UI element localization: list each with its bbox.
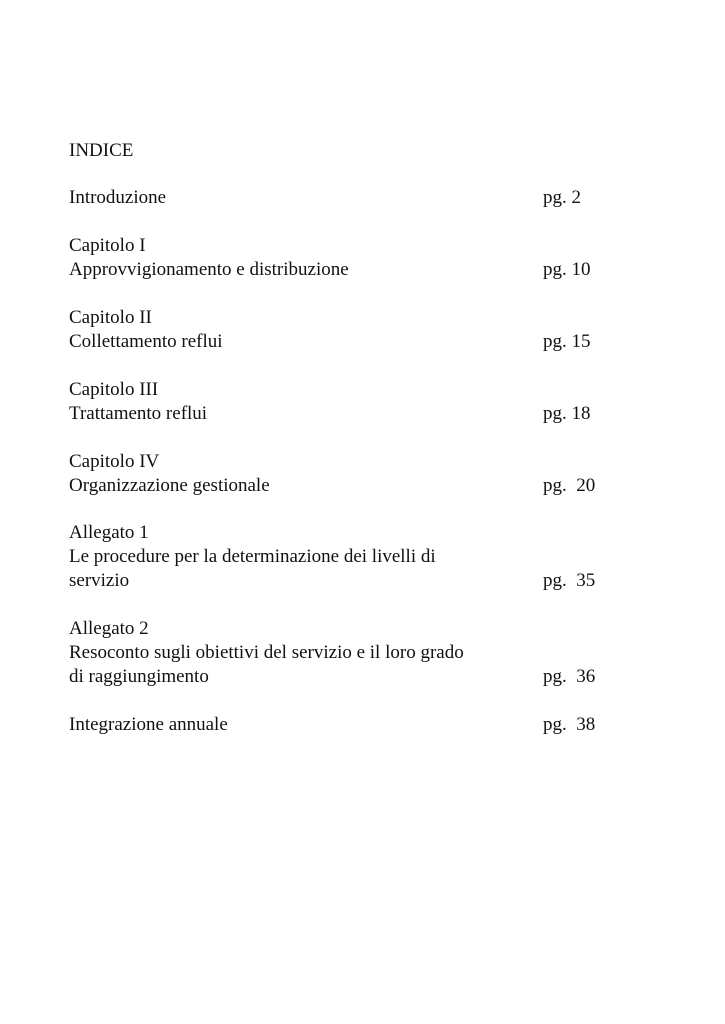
entry-capitolo-2-title: Collettamento reflui xyxy=(69,331,223,352)
entry-allegato-1-page: pg. 35 xyxy=(543,570,596,591)
entry-allegato-2-title-line-2: di raggiungimento xyxy=(69,666,209,687)
entry-capitolo-3-label: Capitolo III xyxy=(69,379,159,400)
entry-capitolo-3-title: Trattamento reflui xyxy=(69,403,208,424)
entry-allegato-2-page: pg. 36 xyxy=(543,666,596,687)
entry-capitolo-4-label: Capitolo IV xyxy=(69,451,160,472)
entry-introduzione-title: Introduzione xyxy=(69,187,167,208)
entry-introduzione-page: pg. 2 xyxy=(543,187,581,208)
entry-capitolo-2-label: Capitolo II xyxy=(69,307,152,328)
entry-allegato-2-label: Allegato 2 xyxy=(69,618,149,639)
entry-allegato-2-title-line-1: Resoconto sugli obiettivi del servizio e il loro grado xyxy=(69,642,464,663)
entry-capitolo-3-page: pg. 18 xyxy=(543,403,591,424)
entry-capitolo-1-label: Capitolo I xyxy=(69,235,146,256)
entry-capitolo-2-page: pg. 15 xyxy=(543,331,591,352)
entry-capitolo-4-title: Organizzazione gestionale xyxy=(69,475,270,496)
entry-allegato-1-title-line-2: servizio xyxy=(69,570,130,591)
entry-allegato-1-label: Allegato 1 xyxy=(69,522,149,543)
entry-integrazione-annuale-page: pg. 38 xyxy=(543,714,596,735)
entry-allegato-1-title-line-1: Le procedure per la determinazione dei livelli di xyxy=(69,546,436,567)
entry-capitolo-1-page: pg. 10 xyxy=(543,259,591,280)
entry-capitolo-1-title: Approvvigionamento e distribuzione xyxy=(69,259,349,280)
index-heading: INDICE xyxy=(69,140,134,161)
entry-capitolo-4-page: pg. 20 xyxy=(543,475,596,496)
entry-integrazione-annuale-title: Integrazione annuale xyxy=(69,714,228,735)
